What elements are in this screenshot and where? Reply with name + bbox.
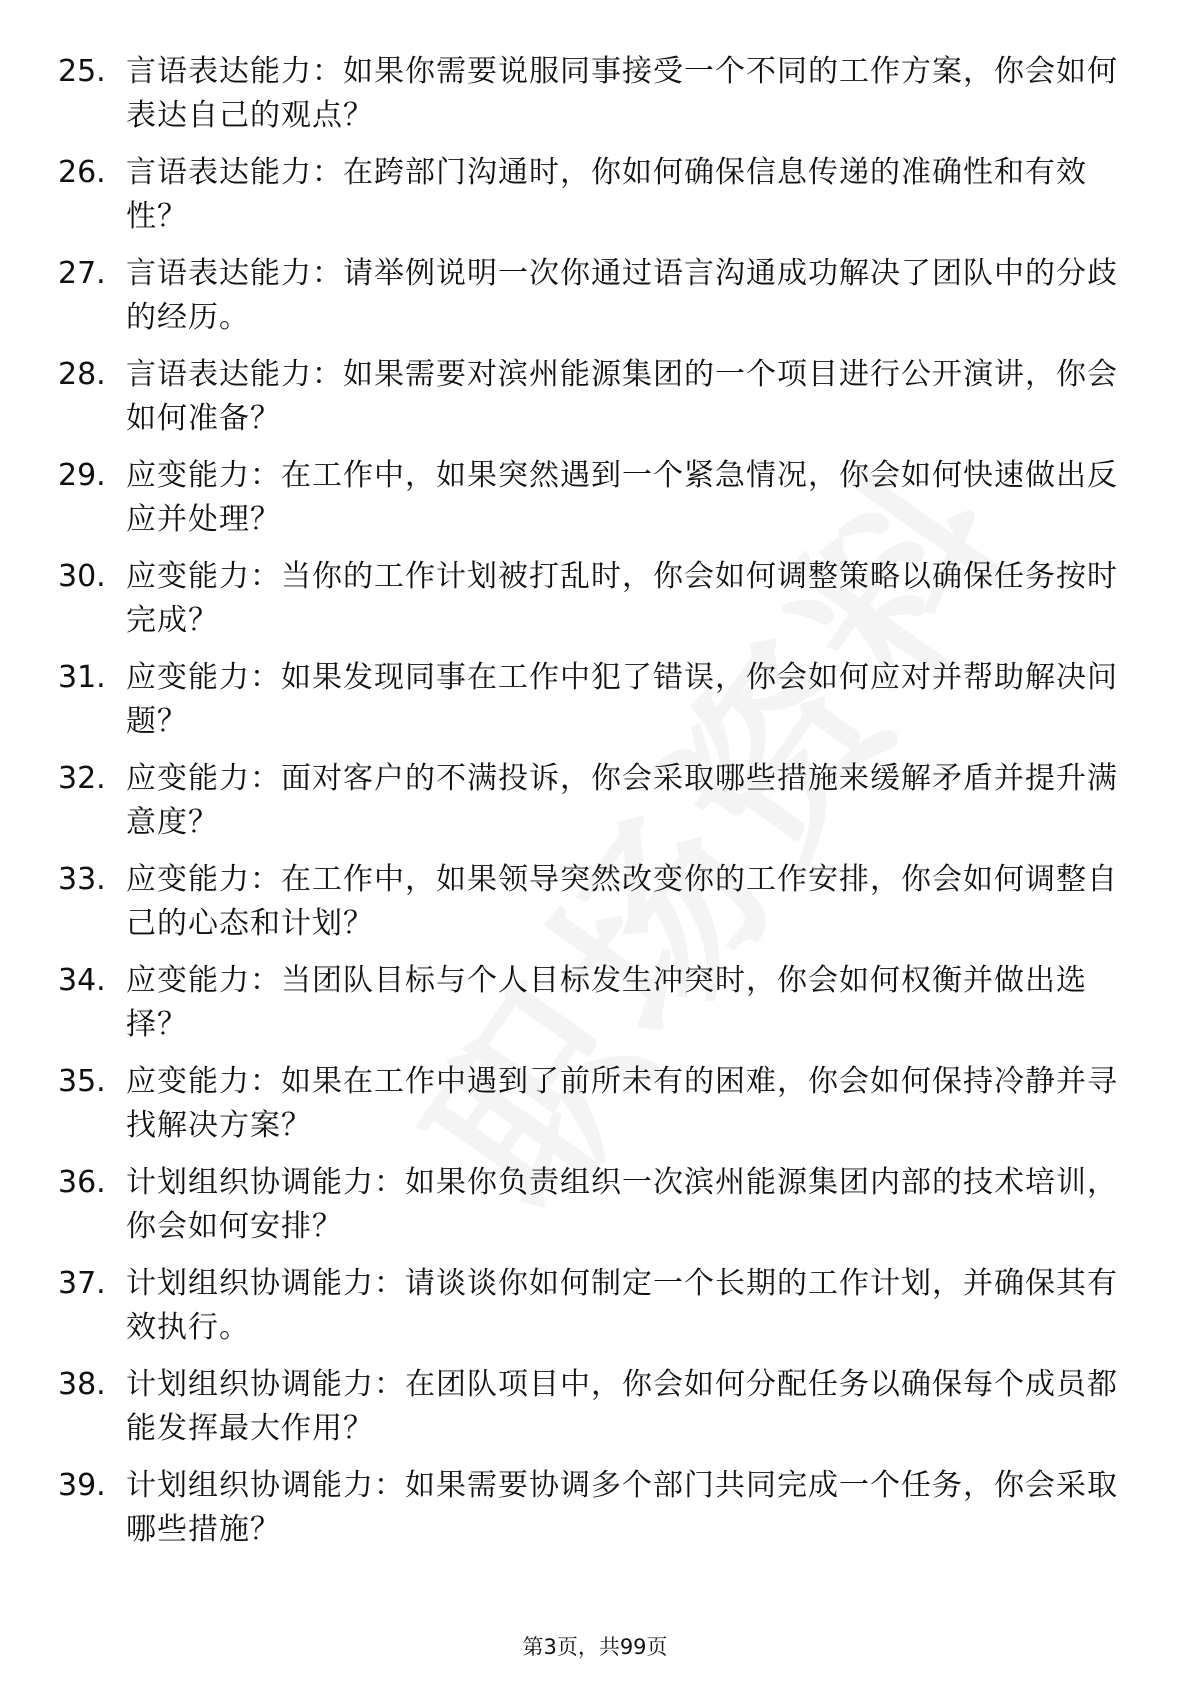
page-indicator: 第3页，共99页: [522, 1635, 668, 1659]
question-number: 37.: [58, 1266, 106, 1301]
question-item: [58, 1262, 1118, 1363]
question-item: [58, 454, 1118, 555]
question-number: 34.: [58, 963, 106, 998]
question-item: [58, 151, 1118, 252]
question-text: 应变能力：当团队目标与个人目标发生冲突时，你会如何权衡并做出选择？: [126, 963, 1087, 1042]
question-number: 32.: [58, 761, 106, 796]
question-number: 36.: [58, 1165, 106, 1200]
question-text: 言语表达能力：如果你需要说服同事接受一个不同的工作方案，你会如何表达自己的观点？: [126, 54, 1118, 133]
question-number: 38.: [58, 1367, 106, 1402]
question-text: 计划组织协调能力：如果需要协调多个部门共同完成一个任务，你会采取哪些措施？: [126, 1468, 1118, 1547]
question-item: [58, 1060, 1118, 1161]
question-number: 30.: [58, 559, 106, 594]
question-item: [58, 959, 1118, 1060]
question-item: [58, 252, 1118, 353]
question-item: [58, 1464, 1118, 1565]
question-number: 27.: [58, 256, 106, 291]
question-text: 言语表达能力：在跨部门沟通时，你如何确保信息传递的准确性和有效性？: [126, 155, 1087, 234]
question-text: 应变能力：如果发现同事在工作中犯了错误，你会如何应对并帮助解决问题？: [126, 660, 1118, 739]
question-item: [58, 555, 1118, 656]
question-text: 应变能力：面对客户的不满投诉，你会采取哪些措施来缓解矛盾并提升满意度？: [126, 761, 1118, 840]
question-text: 应变能力：如果在工作中遇到了前所未有的困难，你会如何保持冷静并寻找解决方案？: [126, 1064, 1118, 1143]
question-text: 计划组织协调能力：在团队项目中，你会如何分配任务以确保每个成员都能发挥最大作用？: [126, 1367, 1118, 1446]
question-number: 39.: [58, 1468, 106, 1503]
question-number: 26.: [58, 155, 106, 190]
question-item: [58, 1363, 1118, 1464]
question-number: 28.: [58, 357, 106, 392]
question-number: 29.: [58, 458, 106, 493]
page-footer: [0, 1632, 1190, 1662]
question-text: 应变能力：在工作中，如果突然遇到一个紧急情况，你会如何快速做出反应并处理？: [126, 458, 1118, 537]
question-text: 言语表达能力：如果需要对滨州能源集团的一个项目进行公开演讲，你会如何准备？: [126, 357, 1118, 436]
question-text: 计划组织协调能力：如果你负责组织一次滨州能源集团内部的技术培训，你会如何安排？: [126, 1165, 1118, 1244]
question-number: 25.: [58, 54, 106, 89]
question-text: 应变能力：在工作中，如果领导突然改变你的工作安排，你会如何调整自己的心态和计划？: [126, 862, 1118, 941]
question-item: [58, 1161, 1118, 1262]
question-item: [58, 858, 1118, 959]
question-text: 应变能力：当你的工作计划被打乱时，你会如何调整策略以确保任务按时完成？: [126, 559, 1118, 638]
question-number: 33.: [58, 862, 106, 897]
question-item: [58, 656, 1118, 757]
question-item: [58, 50, 1118, 151]
question-text: 言语表达能力：请举例说明一次你通过语言沟通成功解决了团队中的分歧的经历。: [126, 256, 1118, 335]
question-list: [58, 50, 1118, 1565]
question-item: [58, 757, 1118, 858]
question-item: [58, 353, 1118, 454]
question-number: 31.: [58, 660, 106, 695]
question-number: 35.: [58, 1064, 106, 1099]
question-text: 计划组织协调能力：请谈谈你如何制定一个长期的工作计划，并确保其有效执行。: [126, 1266, 1118, 1345]
